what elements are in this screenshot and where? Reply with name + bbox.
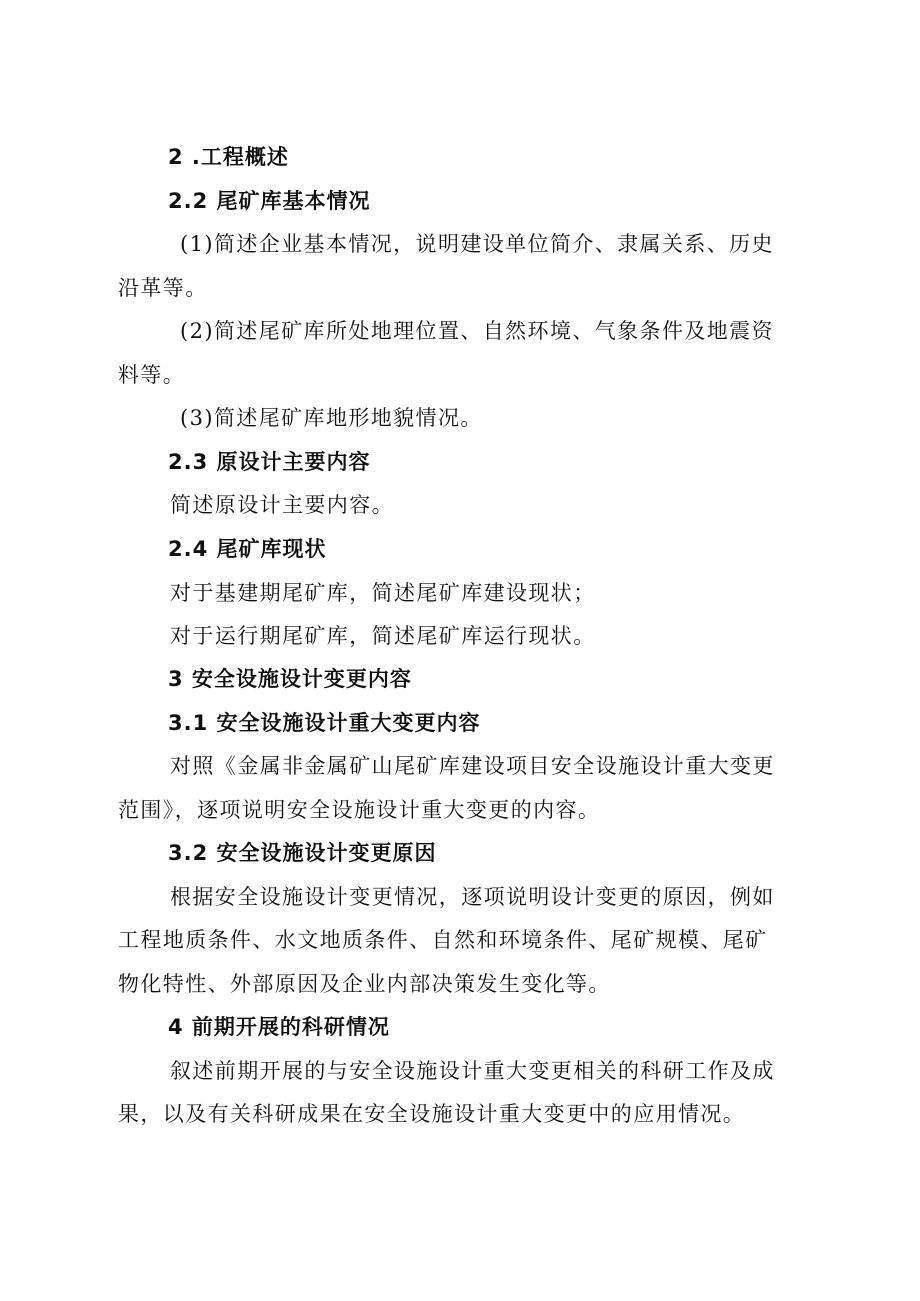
paragraph-line: 对照《金属非金属矿山尾矿库建设项目安全设施设计重大变更 <box>170 754 775 778</box>
section-heading-4: 4 前期开展的科研情况 <box>168 1015 390 1039</box>
section-heading-3-2: 3.2 安全设施设计变更原因 <box>168 841 437 865</box>
paragraph-line: 叙述前期开展的与安全设施设计重大变更相关的科研工作及成 <box>170 1059 775 1083</box>
paragraph-line: 物化特性、外部原因及企业内部决策发生变化等。 <box>118 972 611 996</box>
paragraph-line: 对于运行期尾矿库，简述尾矿库运行现状。 <box>170 624 596 648</box>
section-heading-2-3: 2.3 原设计主要内容 <box>168 450 371 474</box>
section-heading-2-4: 2.4 尾矿库现状 <box>168 537 327 561</box>
paragraph-line: 工程地质条件、水文地质条件、自然和环境条件、尾矿规模、尾矿 <box>118 928 768 952</box>
paragraph-line: (1)简述企业基本情况，说明建设单位简介、隶属关系、历史 <box>180 232 774 256</box>
paragraph-line: 范围》，逐项说明安全设施设计重大变更的内容。 <box>118 798 601 822</box>
section-heading-3: 3 安全设施设计变更内容 <box>168 667 412 691</box>
paragraph-line: 料等。 <box>118 363 186 387</box>
section-heading-2-2: 2.2 尾矿库基本情况 <box>168 189 371 213</box>
paragraph-line: 简述原设计主要内容。 <box>170 493 394 517</box>
section-heading-2: 2 .工程概述 <box>168 145 289 169</box>
paragraph-line: (2)简述尾矿库所处地理位置、自然环境、气象条件及地震资 <box>180 319 774 343</box>
paragraph-line: 沿革等。 <box>118 276 208 300</box>
paragraph-line: 果，以及有关科研成果在安全设施设计重大变更中的应用情况。 <box>118 1102 746 1126</box>
paragraph-line: 根据安全设施设计变更情况，逐项说明设计变更的原因，例如 <box>170 885 775 909</box>
paragraph-line: (3)简述尾矿库地形地貌情况。 <box>180 406 483 430</box>
section-heading-3-1: 3.1 安全设施设计重大变更内容 <box>168 711 481 735</box>
paragraph-line: 对于基建期尾矿库，简述尾矿库建设现状； <box>170 581 596 605</box>
